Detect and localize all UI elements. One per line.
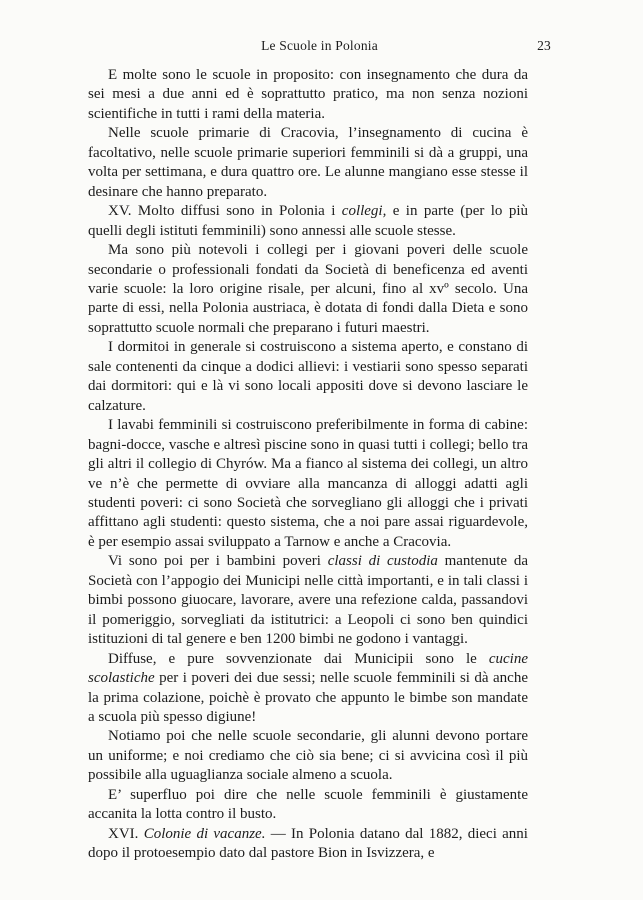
italic-term: classi di custodia (327, 553, 438, 570)
paragraph (88, 650, 528, 728)
running-title: Le Scuole in Polonia (261, 38, 378, 53)
body-text (88, 66, 528, 864)
paragraph (88, 202, 528, 241)
paragraph (88, 825, 528, 864)
paragraph-text: XVI. (108, 825, 144, 842)
italic-term: collegi, (341, 203, 387, 220)
running-header (88, 38, 551, 58)
paragraph-text: mantenute da Società con l’appogio dei Municipi nelle città importanti, e in tali classi i bimbi possono giuocare, lavorare, avere una refezione calda, passandovi il pomeriggio, sorvegliati da istitutrici: a Leopoli ci sono ben quindici istituzioni di tal genere e ben 1200 bimbi ne godono i vantaggi. (88, 553, 528, 648)
paragraph-text: Vi sono poi per i bambini poveri (108, 553, 328, 570)
paragraph-text: — In Polonia datano dal 1882, dieci anni dopo il protoesempio dato dal pastore Bion in Isvizzera, e (88, 825, 528, 862)
paragraph: I lavabi femminili si costruiscono preferibilmente in forma di cabine: bagni-docce, vasche e altresì piscine sono in quasi tutti i collegi; bello tra gli altri il collegio di Chyrów. Ma a fianco al sistema dei collegi, un altro ve n’è che permette di ovviare alla mancanza di alloggi adatti agli studenti poveri: ci sono Società che sorvegliano gli alloggi che i privati affittano agli studenti: questo sistema, che a noi pare assai riguardevole, è per esempio assai sviluppato a Tarnow e anche a Cracovia. (88, 417, 528, 550)
italic-term: cucine scolastiche (88, 650, 528, 687)
paragraph-text: XV. Molto diffusi sono in Polonia i (108, 203, 342, 220)
paragraph: Ma sono più notevoli i collegi per i giovani poveri delle scuole secondarie o professionali fondati da Società di beneficenza ed aventi varie scuole: la loro origine risale, per alcuni, fino al xvº secolo. Una parte di essi, nella Polonia austriaca, è dotata di fondi dalla Dieta e sono soprattutto scuole normali che preparano i futuri maestri. (88, 242, 528, 336)
paragraph-text: per i poveri dei due sessi; nelle scuole femminili si dà anche la prima colazione, poichè è provato che appunto le bimbe son mandate a scuola più spesso digiune! (88, 670, 528, 725)
paragraph-text: Diffuse, e pure sovvenzionate dai Municipii sono le (108, 650, 489, 667)
paragraph: E’ superfluo poi dire che nelle scuole femminili è giustamente accanita la lotta contro il busto. (88, 786, 528, 823)
paragraph-text: e in parte (per lo più quelli degli istituti femminili) sono annessi alle scuole stesse. (88, 203, 528, 239)
italic-term: Colonie di vacanze. (143, 825, 266, 842)
paragraph (88, 552, 528, 649)
paragraph: E molte sono le scuole in proposito: con insegnamento che dura da sei mesi a due anni ed è soprattutto pratico, ma non senza nozioni scientifiche in tutti i rami della materia. (88, 67, 528, 122)
paragraph: I dormitoi in generale si costruiscono a sistema aperto, e constano di sale contenenti da cinque a dodici allievi: i vestiarii sono spesso separati dai dormitori: qui e là vi sono locali appositi dove si devono lasciare le calzature. (88, 339, 528, 414)
paragraph: Notiamo poi che nelle scuole secondarie, gli alunni devono portare un uniforme; e noi crediamo che ciò sia bene; ci si avvicina così il più possibile alla uguaglianza sociale almeno a scuola. (88, 728, 528, 784)
paragraph: Nelle scuole primarie di Cracovia, l’insegnamento di cucina è facoltativo, nelle scuole primarie superiori femminili si dà a gruppi, una volta per settimana, e dura quattro ore. Le alunne mangiano esse stesse il desinare che hanno preparato. (88, 125, 528, 200)
page-number: 23 (537, 38, 551, 53)
